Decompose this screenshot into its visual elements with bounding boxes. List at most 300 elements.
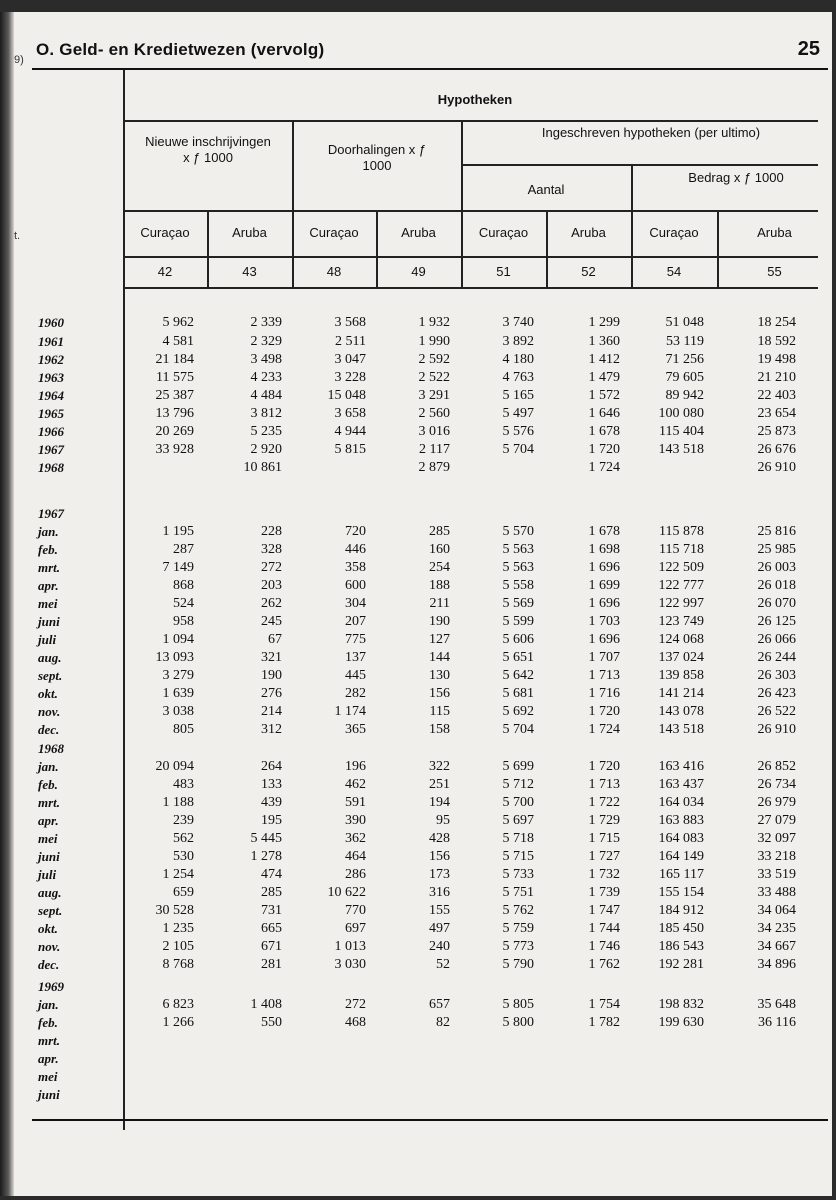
table-cell: 239 [173,813,194,828]
table-cell: 2 522 [418,370,450,385]
table-cell: 464 [345,849,366,864]
table-cell: 4 484 [250,388,282,403]
table-cell: 26 979 [757,795,796,810]
table-cell: 1 188 [162,795,194,810]
row-label: apr. [38,578,59,593]
table-cell: 26 003 [757,560,796,575]
table-cell: 428 [429,831,450,846]
table-cell: 358 [345,560,366,575]
table-cell: 26 066 [757,632,796,647]
table-cell: 1 408 [250,997,282,1012]
row-label: juli [38,632,57,647]
table-cell: 13 796 [155,406,194,421]
table-cell: 600 [345,578,366,593]
table-cell: 3 228 [334,370,366,385]
table-cell: 365 [345,722,366,737]
table-cell: 20 094 [155,759,194,774]
table-cell: 1 707 [588,650,620,665]
table-cell: 127 [429,632,450,647]
table-cell: 143 518 [658,722,704,737]
row-label: 1969 [38,979,64,994]
table-cell: 3 812 [250,406,282,421]
column-number: 43 [242,264,257,279]
row-label: okt. [38,686,58,701]
table-cell: 33 488 [757,885,796,900]
column-header: Aruba [232,225,267,240]
table-cell: 4 180 [502,352,534,367]
table-cell: 5 235 [250,424,282,439]
table-cell: 3 279 [162,668,194,683]
table-cell: 18 254 [757,315,796,330]
table-cell: 775 [345,632,366,647]
table-cell: 10 622 [327,885,366,900]
row-label: mei [38,596,58,611]
table-cell: 5 642 [502,668,534,683]
table-cell: 26 018 [757,578,796,593]
table-cell: 550 [261,1015,282,1030]
table-cell: 1 720 [588,704,620,719]
row-label: feb. [38,542,58,557]
table-cell: 1 696 [588,596,620,611]
table-cell: 188 [429,578,450,593]
table-cell: 1 174 [334,704,366,719]
table-cell: 71 256 [665,352,704,367]
table-cell: 5 599 [502,614,534,629]
table-cell: 214 [261,704,282,719]
table-cell: 199 630 [658,1015,704,1030]
row-label: apr. [38,1051,59,1066]
table-cell: 524 [173,596,194,611]
table-cell: 5 700 [502,795,534,810]
table-cell: 5 445 [250,831,282,846]
row-label: juni [38,849,60,864]
table-cell: 26 244 [757,650,796,665]
table-cell: 5 704 [502,722,534,737]
row-label: 1968 [38,741,64,756]
table-cell: 173 [429,867,450,882]
table-cell: 11 575 [156,370,194,385]
table-cell: 286 [345,867,366,882]
table-cell: 3 038 [162,704,194,719]
table-cell: 5 715 [502,849,534,864]
table-cell: 163 416 [658,759,704,774]
table-cell: 1 299 [588,315,620,330]
table-cell: 3 568 [334,315,366,330]
table-cell: 26 125 [757,614,796,629]
table-cell: 137 024 [658,650,704,665]
margin-mark: t. [14,230,21,242]
table-cell: 272 [261,560,282,575]
table-cell: 1 678 [588,524,620,539]
row-label: nov. [38,939,61,954]
table-cell: 1 266 [162,1015,194,1030]
table-cell: 27 079 [757,813,796,828]
row-label: aug. [38,885,62,900]
table-cell: 1 698 [588,542,620,557]
table-cell: 13 093 [155,650,194,665]
row-label: 1967 [38,506,64,521]
table-cell: 143 518 [658,442,704,457]
table-cell: 5 704 [502,442,534,457]
table-cell: 497 [429,921,450,936]
table-cell: 23 654 [757,406,796,421]
table-cell: 156 [429,849,450,864]
table-cell: 144 [429,650,450,665]
table-cell: 5 733 [502,867,534,882]
table-cell: 1 732 [588,867,620,882]
table-cell: 53 119 [666,334,704,349]
table-cell: 1 724 [588,460,620,475]
table-cell: 5 681 [502,686,534,701]
table-cell: 3 030 [334,957,366,972]
table-cell: 67 [268,632,282,647]
table-cell: 32 097 [757,831,796,846]
table-cell: 5 497 [502,406,534,421]
table-cell: 130 [429,668,450,683]
table-cell: 137 [345,650,366,665]
row-label: 1961 [38,334,64,349]
table-cell: 122 997 [658,596,704,611]
table-cell: 211 [429,596,450,611]
table-cell: 4 763 [502,370,534,385]
row-label: dec. [38,722,60,737]
row-label: feb. [38,777,58,792]
column-header: Aruba [401,225,436,240]
table-cell: 282 [345,686,366,701]
table-cell: 156 [429,686,450,701]
table-cell: 1 678 [588,424,620,439]
table-cell: 1 746 [588,939,620,954]
table-cell: 5 563 [502,542,534,557]
table-cell: 36 116 [758,1015,796,1030]
table-cell: 328 [261,542,282,557]
table-cell: 203 [261,578,282,593]
table-cell: 1 713 [588,668,620,683]
table-cell: 439 [261,795,282,810]
table-cell: 5 762 [502,903,534,918]
page-title: O. Geld- en Kredietwezen (vervolg) [36,40,325,59]
table-cell: 4 944 [334,424,366,439]
table-cell: 5 712 [502,777,534,792]
table-cell: 285 [261,885,282,900]
column-number: 51 [496,264,511,279]
table-cell: 30 528 [155,903,194,918]
table-cell: 165 117 [659,867,704,882]
row-label: 1968 [38,460,64,475]
table-cell: 287 [173,542,194,557]
group-rule [123,120,818,122]
table-cell: 5 563 [502,560,534,575]
row-label: 1960 [38,315,64,330]
doorhalingen-header: Doorhalingen x ƒ 1000 [327,142,427,173]
table-cell: 164 034 [658,795,704,810]
table-cell: 34 064 [757,903,796,918]
table-cell: 316 [429,885,450,900]
row-label: aug. [38,650,62,665]
table-cell: 5 962 [162,315,194,330]
bedrag-header: Bedrag x ƒ 1000 [688,170,784,185]
table-cell: 1 696 [588,632,620,647]
table-cell: 4 233 [250,370,282,385]
table-cell: 33 519 [757,867,796,882]
table-cell: 251 [429,777,450,792]
bottom-rule [32,1119,828,1121]
row-label: 1967 [38,442,64,457]
table-cell: 1 713 [588,777,620,792]
table-cell: 79 605 [665,370,704,385]
row-label: 1964 [38,388,64,403]
table-cell: 1 716 [588,686,620,701]
table-cell: 262 [261,596,282,611]
row-label: juni [38,614,60,629]
table-cell: 5 570 [502,524,534,539]
table-cell: 20 269 [155,424,194,439]
table-cell: 5 751 [502,885,534,900]
table-cell: 697 [345,921,366,936]
table-cell: 1 572 [588,388,620,403]
table-cell: 5 651 [502,650,534,665]
table-cell: 2 920 [250,442,282,457]
table-cell: 1 360 [588,334,620,349]
table-cell: 5 576 [502,424,534,439]
country-rule [123,210,818,212]
table-cell: 462 [345,777,366,792]
table-cell: 1 195 [162,524,194,539]
table-cell: 82 [436,1015,450,1030]
row-label: okt. [38,921,58,936]
table-cell: 5 165 [502,388,534,403]
table-cell: 51 048 [665,315,704,330]
table-cell: 3 016 [418,424,450,439]
table-cell: 1 703 [588,614,620,629]
column-divider [461,120,463,288]
table-cell: 390 [345,813,366,828]
table-cell: 100 080 [658,406,704,421]
table-cell: 321 [261,650,282,665]
table-cell: 26 852 [757,759,796,774]
table-cell: 1 412 [588,352,620,367]
table-cell: 1 699 [588,578,620,593]
column-header: Curaçao [140,225,190,240]
table-cell: 1 739 [588,885,620,900]
table-cell: 192 281 [658,957,704,972]
column-header: Curaçao [478,225,529,240]
table-cell: 143 078 [658,704,704,719]
table-cell: 163 437 [658,777,704,792]
table-cell: 1 720 [588,442,620,457]
table-cell: 2 879 [418,460,450,475]
table-cell: 21 184 [155,352,194,367]
column-number: 54 [666,264,682,279]
table-cell: 10 861 [243,460,282,475]
page-number: 25 [797,38,820,60]
table-cell: 5 718 [502,831,534,846]
table-cell: 190 [429,614,450,629]
row-label: mrt. [38,795,61,810]
row-label: sept. [38,903,63,918]
column-header: Aruba [757,225,792,240]
table-cell: 228 [261,524,282,539]
table-cell: 195 [261,813,282,828]
table-cell: 35 648 [757,997,796,1012]
table-cell: 26 522 [757,704,796,719]
table-cell: 2 105 [162,939,194,954]
table-cell: 115 404 [659,424,704,439]
row-label: 1963 [38,370,64,385]
table-cell: 3 658 [334,406,366,421]
table-cell: 362 [345,831,366,846]
table-cell: 186 543 [658,939,704,954]
table-cell: 304 [345,596,366,611]
table-cell: 6 823 [162,997,194,1012]
nieuwe-header: Nieuwe inschrijvingen x ƒ 1000 [145,134,271,165]
row-label: jan. [38,759,59,774]
table-cell: 25 816 [757,524,796,539]
table-cell: 1 729 [588,813,620,828]
table-cell: 1 254 [162,867,194,882]
table-cell: 26 676 [757,442,796,457]
table-cell: 122 509 [658,560,704,575]
row-label: dec. [38,957,60,972]
table-cell: 196 [345,759,366,774]
table-cell: 5 805 [502,997,534,1012]
table-cell: 254 [429,560,450,575]
table-cell: 272 [345,997,366,1012]
table-cell: 133 [261,777,282,792]
table-cell: 1 720 [588,759,620,774]
table-cell: 1 235 [162,921,194,936]
table-cell: 5 800 [502,1015,534,1030]
table-cell: 122 777 [658,578,704,593]
table-cell: 720 [345,524,366,539]
table-cell: 671 [261,939,282,954]
row-label: juni [38,1087,60,1102]
row-label: nov. [38,704,61,719]
row-label: jan. [38,997,59,1012]
colnum-rule [123,256,818,258]
table-cell: 285 [429,524,450,539]
table-cell: 1 782 [588,1015,620,1030]
table-cell: 26 070 [757,596,796,611]
table-cell: 95 [436,813,450,828]
table-cell: 868 [173,578,194,593]
table-cell: 474 [261,867,282,882]
table-cell: 25 985 [757,542,796,557]
table-cell: 141 214 [658,686,704,701]
table-cell: 1 094 [162,632,194,647]
row-label: mrt. [38,1033,61,1048]
table-cell: 1 013 [334,939,366,954]
table-cell: 468 [345,1015,366,1030]
table-cell: 958 [173,614,194,629]
table-cell: 731 [261,903,282,918]
table-cell: 21 210 [757,370,796,385]
table-cell: 25 387 [155,388,194,403]
column-header: Aruba [571,225,606,240]
table-cell: 194 [429,795,450,810]
table-cell: 245 [261,614,282,629]
column-header: Curaçao [309,225,359,240]
table-cell: 5 558 [502,578,534,593]
aantal-header: Aantal [527,182,565,197]
table-cell: 89 942 [665,388,704,403]
table-cell: 5 759 [502,921,534,936]
table-cell: 34 896 [757,957,796,972]
column-header: Curaçao [649,225,699,240]
table-cell: 26 734 [757,777,796,792]
table-cell: 281 [261,957,282,972]
table-cell: 446 [345,542,366,557]
column-number: 42 [157,264,173,279]
table-cell: 7 149 [162,560,194,575]
ingeschreven-header: Ingeschreven hypotheken (per ultimo) [541,125,761,140]
table-cell: 15 048 [327,388,366,403]
table-cell: 5 699 [502,759,534,774]
table-cell: 34 667 [757,939,796,954]
row-label: mrt. [38,560,61,575]
table-cell: 155 [429,903,450,918]
table-cell: 483 [173,777,194,792]
table-cell: 26 910 [757,722,796,737]
margin-mark: 9) [14,54,24,66]
table-cell: 158 [429,722,450,737]
table-cell: 164 149 [658,849,704,864]
table-cell: 139 858 [658,668,704,683]
table-cell: 184 912 [658,903,704,918]
table-cell: 5 790 [502,957,534,972]
table-cell: 445 [345,668,366,683]
table-cell: 264 [261,759,282,774]
table-cell: 240 [429,939,450,954]
table-cell: 1 722 [588,795,620,810]
table-cell: 2 117 [419,442,450,457]
row-label: apr. [38,813,59,828]
column-number: 49 [411,264,426,279]
table-cell: 276 [261,686,282,701]
table-cell: 1 646 [588,406,620,421]
table-cell: 1 744 [588,921,620,936]
table-cell: 5 697 [502,813,534,828]
table-cell: 591 [345,795,366,810]
table-cell: 312 [261,722,282,737]
table-cell: 26 910 [757,460,796,475]
table-cell: 5 569 [502,596,534,611]
table-cell: 19 498 [757,352,796,367]
table-cell: 1 278 [250,849,282,864]
table-cell: 123 749 [658,614,704,629]
table-cell: 1 990 [418,334,450,349]
table-cell: 155 154 [658,885,704,900]
table-cell: 3 498 [250,352,282,367]
table-cell: 160 [429,542,450,557]
table-cell: 1 932 [418,315,450,330]
column-number: 52 [581,264,596,279]
table-cell: 8 768 [162,957,194,972]
table-cell: 26 303 [757,668,796,683]
table-cell: 2 592 [418,352,450,367]
table-cell: 2 560 [418,406,450,421]
table-cell: 115 718 [659,542,704,557]
table-cell: 5 773 [502,939,534,954]
table-cell: 207 [345,614,366,629]
table-cell: 3 892 [502,334,534,349]
table-cell: 5 606 [502,632,534,647]
table-cell: 34 235 [757,921,796,936]
table-cell: 322 [429,759,450,774]
row-label: 1966 [38,424,64,439]
table-cell: 805 [173,722,194,737]
header-bottom-rule [123,287,818,289]
